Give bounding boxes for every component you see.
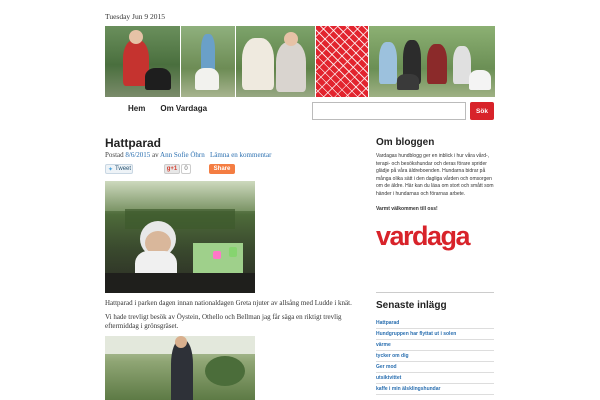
- post-meta: [105, 151, 271, 159]
- sidebar-about-text: Vardagas hundblogg ger en inblick i hur våra vård-, terapi- och besökshundar och deras förare sprider glädje på våra äldreboenden. Hundarna bidrar på många olika sätt i den dagliga vården och omsorgen om de äldre. Här kan du läsa om stort och smått som händer i hundarnas och förarnas arbete.: [376, 153, 494, 197]
- header-date: Tuesday Jun 9 2015: [105, 12, 165, 21]
- sidebar-welcome: Varmt välkommen till oss!: [376, 206, 438, 212]
- tweet-label: Tweet: [115, 166, 132, 172]
- post-paragraph-2: Vi hade trevligt besök av Öystein, Othello och Bellman jag får säga en riktigt trevlig eftermiddag i grönsgräset.: [105, 313, 342, 330]
- author-link[interactable]: Ann Sofie Öhrn: [160, 151, 205, 159]
- post-title[interactable]: Hattparad: [105, 136, 162, 150]
- recent-post-link[interactable]: kaffe i min älsklingshundar: [376, 384, 494, 395]
- twitter-bird-icon: ✦: [108, 166, 114, 173]
- search-input[interactable]: [312, 102, 466, 120]
- post-date-link[interactable]: 8/6/2015: [125, 151, 151, 159]
- post-paragraph-1: Hattparad i parken dagen innan nationaldagen Greta njuter av allsång med Ludde i knät.: [105, 299, 352, 307]
- recent-post-link[interactable]: tycker om dig: [376, 351, 494, 362]
- header-photo-strip: [105, 26, 495, 97]
- tweet-button[interactable]: [105, 164, 133, 174]
- author-prefix: av: [152, 151, 159, 159]
- photo-red-pattern: [316, 26, 368, 97]
- photo-person-with-dog: [181, 26, 235, 97]
- nav-item-hem[interactable]: Hem: [128, 104, 146, 113]
- sidebar-divider: [376, 292, 494, 293]
- sidebar-about-heading: Om bloggen: [376, 137, 435, 148]
- post-image-hat-parade[interactable]: [105, 181, 255, 293]
- recent-posts-list: [376, 318, 494, 395]
- photo-woman-with-dog: [105, 26, 180, 97]
- photo-woman-with-poodle: [236, 26, 316, 97]
- posted-label: Postad: [105, 151, 124, 159]
- photo-group-with-dogs: [369, 26, 495, 97]
- sidebar-recent-heading: Senaste inlägg: [376, 300, 447, 311]
- recent-post-link[interactable]: utsiktvittet: [376, 373, 494, 384]
- svg-text:vardaga: vardaga: [376, 221, 470, 251]
- share-button[interactable]: Share: [209, 164, 235, 174]
- nav-item-om-vardaga[interactable]: Om Vardaga: [160, 104, 208, 113]
- recent-post-link[interactable]: Hundgruppen har flyttat ut i solen: [376, 329, 494, 340]
- recent-post-link[interactable]: Ger mod: [376, 362, 494, 373]
- comment-link[interactable]: Lämna en kommentar: [210, 151, 272, 159]
- recent-post-link[interactable]: Hattparad: [376, 318, 494, 329]
- post-image-garden-visit[interactable]: [105, 336, 255, 400]
- vardaga-logo[interactable]: [376, 221, 494, 253]
- gplus-button[interactable]: g+1: [164, 164, 180, 174]
- recent-post-link[interactable]: värme: [376, 340, 494, 351]
- gplus-count: 0: [181, 164, 191, 174]
- search-button[interactable]: Sök: [470, 102, 494, 120]
- main-nav: [128, 104, 207, 113]
